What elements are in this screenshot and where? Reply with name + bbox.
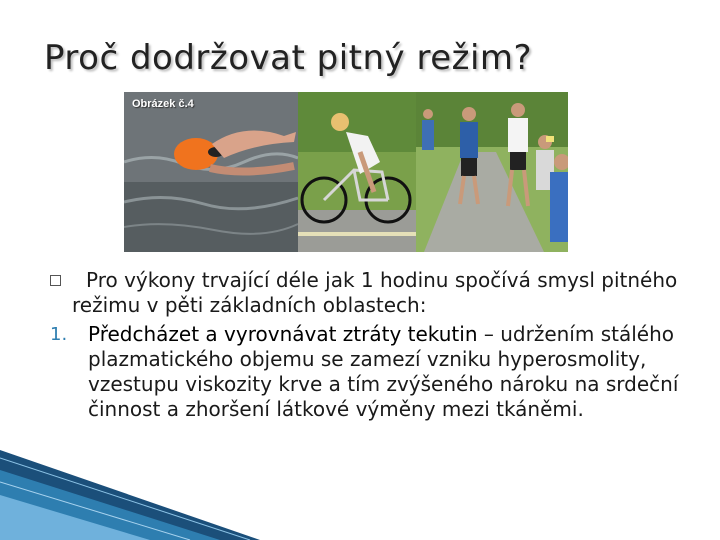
list-item-lead: Předcházet a vyrovnávat ztráty tekutin <box>88 322 478 346</box>
slide-body <box>50 268 690 422</box>
image-caption: Obrázek č.4 <box>132 98 194 110</box>
bullet-box-icon <box>50 275 61 286</box>
intro-paragraph <box>50 268 690 318</box>
cyclist-scene <box>298 92 416 252</box>
corner-decoration <box>0 450 260 540</box>
triathlon-photo <box>124 92 568 252</box>
list-number: 1. <box>50 324 68 345</box>
runners-scene <box>416 92 568 252</box>
list-item-text: – udržením stálého plazmatického objemu se zamezí vzniku hyperosmolity, vzestupu viskozity krve a tím zvýšeného nároku na srdeční činnost a zhoršení látkové výměny mezi tkáněmi. <box>88 322 679 421</box>
intro-text: Pro výkony trvající déle jak 1 hodinu spočívá smysl pitného režimu v pěti základních oblastech: <box>72 268 678 317</box>
slide-title: Proč dodržovat pitný režim? <box>44 38 533 78</box>
swimmer-scene <box>124 92 298 252</box>
list-item <box>50 322 690 422</box>
